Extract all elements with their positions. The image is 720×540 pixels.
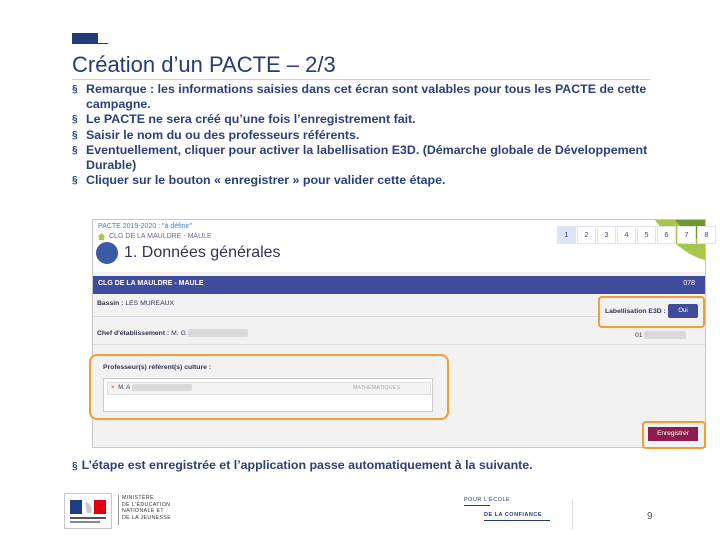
ecole-confiance-logo [464, 497, 554, 523]
ecole-line-2: DE LA CONFIANCE [484, 512, 543, 518]
section-title: 1. Données générales [124, 244, 281, 261]
logo-divider [118, 495, 119, 525]
slide-title: Création d’un PACTE – 2/3 [72, 52, 336, 77]
prof-name: M. A [118, 385, 130, 391]
bassin-value: LES MUREAUX [125, 300, 175, 307]
title-accent-line [72, 43, 108, 44]
remove-tag-icon[interactable]: × [111, 385, 115, 391]
school-band [93, 276, 705, 294]
step-tab-7[interactable]: 7 [677, 226, 696, 244]
row-divider [93, 344, 705, 345]
school-uai-code [635, 331, 686, 339]
ministry-logo [64, 493, 176, 527]
bullet-text: Remarque : les informations saisies dans cet écran sont valables pour tous les PACTE de cette campagne. [86, 82, 647, 112]
app-screenshot [92, 219, 709, 448]
bullet-marker: § [72, 114, 78, 126]
e3d-toggle[interactable]: Oui [668, 304, 698, 318]
home-icon[interactable] [97, 232, 106, 241]
bullet-item [72, 143, 672, 173]
bullet-text: Saisir le nom du ou des professeurs référents. [86, 127, 360, 142]
bullet-text: Cliquer sur le bouton « enregistrer » pour valider cette étape. [86, 173, 446, 188]
school-name: CLG DE LA MAULDRE - MAULE [98, 280, 204, 287]
prof-discipline: MATHEMATIQUES [352, 385, 400, 391]
prof-highlight [89, 354, 449, 420]
breadcrumb-campaign[interactable]: PACTE 2019-2020 : "à définir" [98, 223, 192, 230]
redacted-name [188, 329, 248, 337]
e3d-highlight [598, 296, 705, 328]
prof-tag [107, 382, 431, 395]
uai-prefix: 01 [635, 331, 643, 339]
breadcrumb-school[interactable]: CLG DE LA MAULDRE - MAULE [109, 233, 212, 240]
bullet-bottom [72, 458, 533, 472]
e3d-label: Labellisation E3D : [605, 308, 666, 315]
logo-rule [464, 505, 490, 506]
step-tab-5[interactable]: 5 [637, 226, 656, 244]
step-tab-4[interactable]: 4 [617, 226, 636, 244]
section-heading [93, 242, 281, 264]
page-number: 9 [647, 511, 653, 522]
prof-input[interactable] [103, 378, 433, 412]
chef-value: M. G [171, 329, 186, 337]
chef-row [97, 329, 248, 337]
bullet-text: Eventuellement, cliquer pour activer la labellisation E3D. (Démarche globale de Développement Durable) [86, 142, 648, 173]
bullet-marker: § [72, 84, 78, 95]
prof-label: Professeur(s) référent(s) culture : [103, 364, 212, 371]
bullet-marker: § [72, 461, 78, 472]
footer-divider [572, 499, 573, 529]
bullet-list [72, 82, 672, 188]
marianne-logo-icon [64, 493, 112, 529]
ecole-line-1: POUR L'ÉCOLE [464, 497, 511, 503]
redacted-prof-name [132, 384, 192, 391]
step-tab-1[interactable]: 1 [557, 226, 576, 244]
save-button[interactable]: Enregistrer [648, 427, 698, 441]
step-tab-6[interactable]: 6 [657, 226, 676, 244]
ministry-name: MINISTÈRE DE L'ÉDUCATION NATIONALE ET DE LA JEUNESSE [122, 495, 172, 521]
title-accent-bar [72, 33, 98, 43]
bassin-label: Bassin : [97, 300, 124, 307]
bullet-marker: § [72, 129, 78, 141]
bullet-text: Le PACTE ne sera créé qu’une fois l’enregistrement fait. [86, 112, 416, 127]
app-header [93, 220, 709, 272]
bullet-item [72, 128, 672, 143]
flag-icon [65, 494, 111, 528]
bullet-text: L’étape est enregistrée et l’application passe automatiquement à la suivante. [81, 458, 533, 472]
step-pager [557, 226, 717, 244]
title-divider [72, 79, 650, 80]
bullet-marker: § [72, 175, 78, 187]
logo-rule [484, 520, 550, 521]
save-highlight [642, 421, 706, 449]
bullet-marker: § [72, 144, 78, 156]
bassin-row [97, 300, 174, 307]
step-tab-2[interactable]: 2 [577, 226, 596, 244]
section-badge-icon [96, 242, 118, 264]
bullet-item [72, 112, 672, 127]
chef-label: Chef d'établissement : [97, 329, 170, 337]
redacted-code [644, 331, 686, 339]
bullet-item [72, 82, 672, 112]
step-tab-8[interactable]: 8 [697, 226, 716, 244]
bullet-item [72, 173, 672, 188]
school-code: 078 [683, 280, 695, 287]
step-tab-3[interactable]: 3 [597, 226, 616, 244]
